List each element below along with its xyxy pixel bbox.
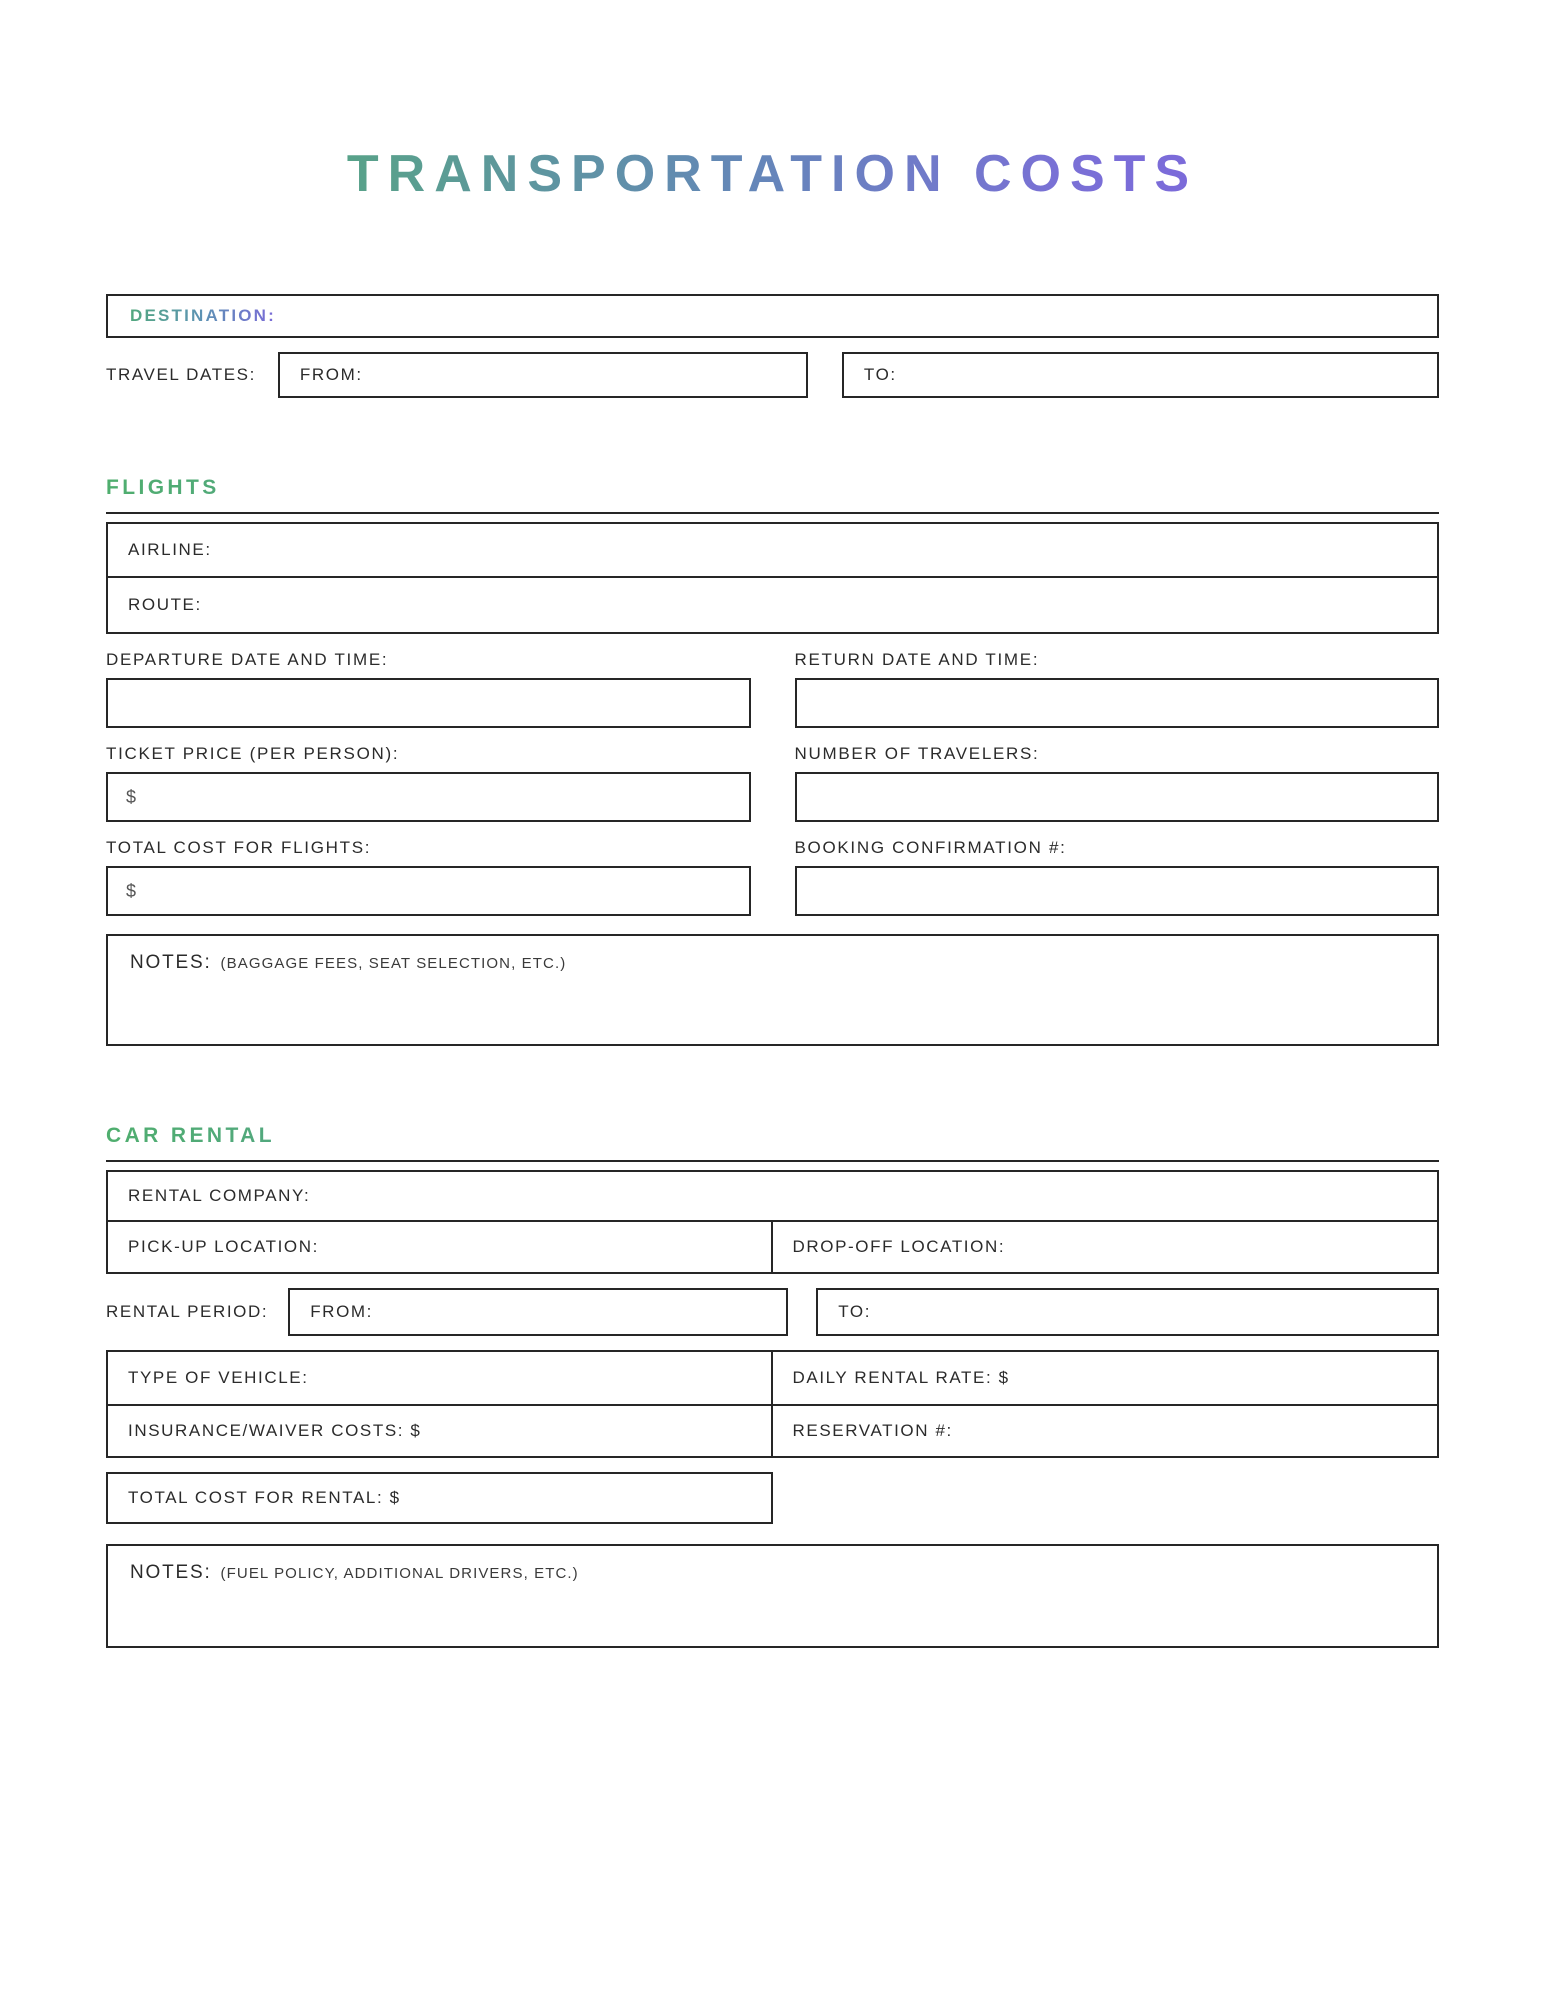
- rental-period-label: RENTAL PERIOD:: [106, 1302, 269, 1321]
- destination-label: DESTINATION:: [108, 306, 276, 326]
- travel-from-label: FROM:: [299, 365, 363, 384]
- reservation-number-field[interactable]: [773, 1406, 1438, 1456]
- insurance-cost-field[interactable]: [108, 1406, 773, 1456]
- booking-label: BOOKING CONFIRMATION #:: [794, 838, 1067, 857]
- departure-group: [106, 650, 751, 728]
- travel-dates-row: [106, 352, 1439, 398]
- departure-label: DEPARTURE DATE AND TIME:: [106, 650, 389, 669]
- car-rental-notes-field[interactable]: [106, 1544, 1439, 1648]
- total-booking-row: [106, 838, 1439, 916]
- travelers-group: [795, 744, 1440, 822]
- dropoff-location-label: DROP-OFF LOCATION:: [792, 1237, 1006, 1256]
- rental-period-row: [106, 1288, 1439, 1336]
- route-label: ROUTE:: [128, 595, 202, 614]
- airline-field[interactable]: [106, 522, 1439, 578]
- daily-rate-field[interactable]: [773, 1352, 1438, 1404]
- return-label: RETURN DATE AND TIME:: [794, 650, 1040, 669]
- reservation-number-label: RESERVATION #:: [792, 1421, 953, 1440]
- flights-section: [106, 522, 1439, 1046]
- rental-total-field[interactable]: [106, 1472, 773, 1524]
- dollar-sign-icon: $: [126, 880, 137, 901]
- departure-input[interactable]: [106, 678, 751, 728]
- pickup-dropoff-row: [106, 1222, 1439, 1274]
- flights-total-input[interactable]: [106, 866, 751, 916]
- ticket-price-group: [106, 744, 751, 822]
- dropoff-location-field[interactable]: [773, 1222, 1438, 1272]
- rental-period-to-label: TO:: [838, 1302, 872, 1321]
- flights-notes-label: NOTES:: [130, 952, 212, 973]
- car-rental-section: [106, 1170, 1439, 1648]
- rental-period-from-label: FROM:: [310, 1302, 373, 1321]
- route-field[interactable]: [106, 578, 1439, 634]
- vehicle-type-label: TYPE OF VEHICLE:: [128, 1368, 309, 1387]
- page-title: TRANSPORTATION COSTS: [106, 0, 1439, 200]
- rental-company-label: RENTAL COMPANY:: [128, 1186, 311, 1205]
- insurance-cost-label: INSURANCE/WAIVER COSTS: $: [128, 1421, 422, 1440]
- departure-return-row: [106, 650, 1439, 728]
- price-travelers-row: [106, 744, 1439, 822]
- daily-rate-label: DAILY RENTAL RATE: $: [792, 1368, 1010, 1387]
- flights-notes-hint: (BAGGAGE FEES, SEAT SELECTION, ETC.): [220, 955, 567, 972]
- flights-section-divider: [106, 512, 1439, 514]
- flights-total-group: [106, 838, 751, 916]
- ticket-price-input[interactable]: [106, 772, 751, 822]
- travel-to-label: TO:: [863, 365, 897, 384]
- airline-label: AIRLINE:: [128, 540, 212, 559]
- return-input[interactable]: [795, 678, 1440, 728]
- travel-dates-label: TRAVEL DATES:: [106, 365, 256, 384]
- booking-input[interactable]: [795, 866, 1440, 916]
- car-rental-notes-label: NOTES:: [130, 1562, 212, 1583]
- rental-period-to-field[interactable]: [816, 1288, 1439, 1336]
- car-rental-section-divider: [106, 1160, 1439, 1162]
- car-rental-section-title: CAR RENTAL: [106, 1124, 1439, 1148]
- dollar-sign-icon: $: [126, 786, 137, 807]
- rental-total-label: TOTAL COST FOR RENTAL: $: [128, 1488, 401, 1507]
- travel-from-field[interactable]: [278, 352, 808, 398]
- flights-total-label: TOTAL COST FOR FLIGHTS:: [106, 838, 372, 857]
- rental-period-from-field[interactable]: [288, 1288, 788, 1336]
- flights-section-title: FLIGHTS: [106, 476, 1439, 500]
- destination-field[interactable]: [106, 294, 1439, 338]
- car-rental-notes-hint: (FUEL POLICY, ADDITIONAL DRIVERS, ETC.): [220, 1565, 579, 1582]
- insurance-reservation-row: [108, 1404, 1437, 1456]
- pickup-location-field[interactable]: [108, 1222, 773, 1272]
- booking-group: [795, 838, 1440, 916]
- travelers-input[interactable]: [795, 772, 1440, 822]
- rental-company-field[interactable]: [106, 1170, 1439, 1222]
- travel-to-field[interactable]: [842, 352, 1439, 398]
- travelers-label: NUMBER OF TRAVELERS:: [794, 744, 1040, 763]
- flights-notes-field[interactable]: [106, 934, 1439, 1046]
- vehicle-type-field[interactable]: [108, 1352, 773, 1404]
- return-group: [795, 650, 1440, 728]
- vehicle-rate-grid: [106, 1350, 1439, 1458]
- vehicle-rate-row: [108, 1352, 1437, 1404]
- ticket-price-label: TICKET PRICE (PER PERSON):: [106, 744, 400, 763]
- pickup-location-label: PICK-UP LOCATION:: [128, 1237, 319, 1256]
